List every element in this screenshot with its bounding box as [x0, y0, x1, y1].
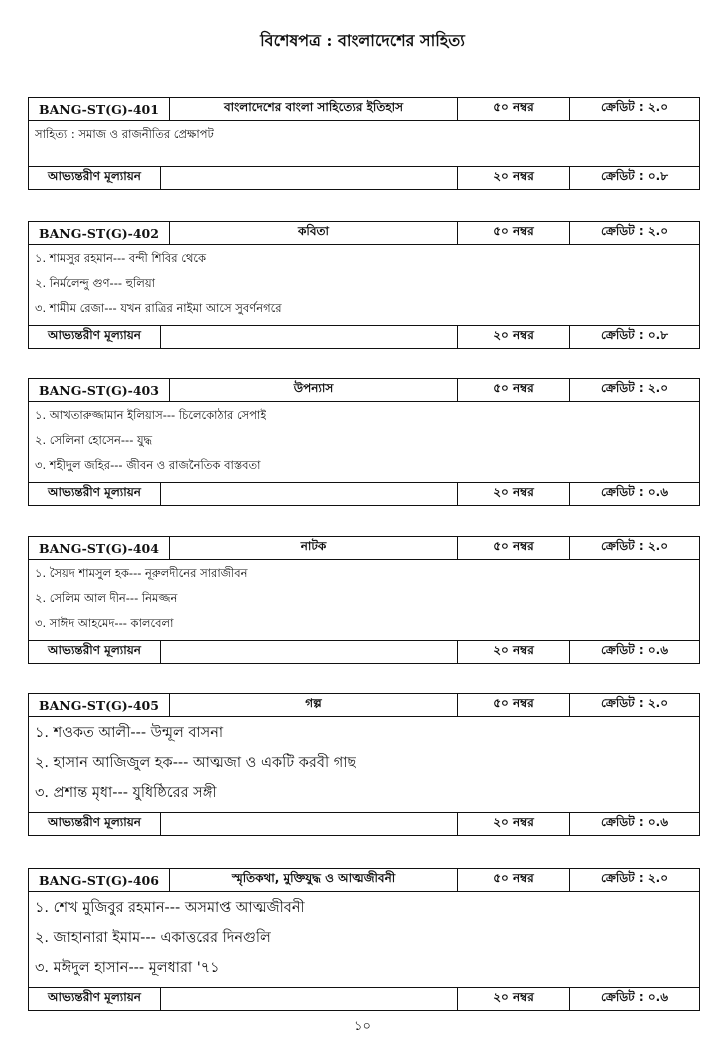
course-code: BANG-ST(G)-404	[29, 537, 170, 559]
reading-item: ৩. প্রশান্ত মৃধা--- যুধিষ্ঠিরের সঙ্গী	[35, 785, 217, 801]
internal-assessment-label: আভ্যন্তরীণ মূল্যায়ন	[29, 988, 161, 1010]
course-header-row	[29, 537, 699, 560]
course-marks: ৫০ নম্বর	[458, 379, 570, 401]
course-content	[29, 892, 311, 987]
reading-item: ২. হাসান আজিজুল হক--- আত্মজা ও একটি করবী গাছ	[35, 755, 357, 771]
internal-marks: ২০ নম্বর	[458, 813, 570, 835]
internal-assessment-row	[29, 326, 699, 348]
course-code: BANG-ST(G)-403	[29, 379, 170, 401]
internal-assessment-label: আভ্যন্তরীণ মূল্যায়ন	[29, 641, 161, 663]
course-code: BANG-ST(G)-401	[29, 98, 170, 120]
blank-cell	[161, 813, 458, 835]
reading-item: ১. শামসুর রহমান--- বন্দী শিবির থেকে	[35, 251, 207, 265]
course-credit: ক্রেডিট : ২.০	[600, 224, 669, 238]
reading-item: ১. সৈয়দ শামসুল হক--- নূরুলদীনের সারাজীবন	[35, 566, 248, 580]
course-content	[29, 717, 362, 812]
reading-item: ১. শেখ মুজিবুর রহমান--- অসমাপ্ত আত্মজীবনী	[35, 900, 305, 916]
internal-assessment-row	[29, 167, 699, 189]
course-code: BANG-ST(G)-406	[29, 869, 170, 891]
internal-marks: ২০ নম্বর	[458, 326, 570, 348]
internal-assessment-label: আভ্যন্তরীণ মূল্যায়ন	[29, 167, 161, 189]
reading-item: ১. শওকত আলী--- উন্মূল বাসনা	[35, 725, 224, 741]
blank-cell	[161, 988, 458, 1010]
internal-marks: ২০ নম্বর	[458, 167, 570, 189]
internal-assessment-label: আভ্যন্তরীণ মূল্যায়ন	[29, 326, 161, 348]
course-table-401	[28, 97, 700, 190]
course-title: বাংলাদেশের বাংলা সাহিত্যের ইতিহাস	[170, 98, 458, 120]
course-credit: ক্রেডিট : ২.০	[600, 696, 669, 710]
course-title: নাটক	[170, 537, 458, 559]
course-code: BANG-ST(G)-402	[29, 222, 170, 244]
course-title: স্মৃতিকথা, মুক্তিযুদ্ধ ও আত্মজীবনী	[170, 869, 458, 891]
internal-credit: ক্রেডিট : ০.৮	[600, 169, 668, 183]
reading-item: ২. সেলিম আল দীন--- নিমজ্জন	[35, 591, 178, 605]
course-marks: ৫০ নম্বর	[458, 537, 570, 559]
page-title: বিশেষপত্র : বাংলাদেশের সাহিত্য	[260, 31, 465, 50]
blank-cell	[161, 641, 458, 663]
reading-item: ৩. সাঈদ আহমেদ--- কালবেলা	[35, 616, 174, 630]
internal-credit: ক্রেডিট : ০.৬	[600, 485, 669, 499]
course-content-row	[29, 892, 699, 988]
course-content-row	[29, 717, 699, 813]
internal-marks: ২০ নম্বর	[458, 641, 570, 663]
course-credit: ক্রেডিট : ২.০	[600, 381, 669, 395]
course-header-row	[29, 222, 699, 245]
internal-credit: ক্রেডিট : ০.৬	[600, 990, 669, 1004]
reading-item: ২. জাহানারা ইমাম--- একাত্তরের দিনগুলি	[35, 930, 271, 946]
course-credit: ক্রেডিট : ২.০	[600, 871, 669, 885]
course-content	[29, 121, 220, 166]
course-header-row	[29, 379, 699, 402]
course-table-406	[28, 868, 700, 1011]
reading-item: ২. সেলিনা হোসেন--- যুদ্ধ	[35, 433, 153, 447]
course-marks: ৫০ নম্বর	[458, 98, 570, 120]
course-content-row	[29, 402, 699, 483]
course-content	[29, 560, 254, 640]
course-table-404	[28, 536, 700, 664]
reading-item: ১. আখতারুজ্জামান ইলিয়াস--- চিলেকোঠার সেপাই	[35, 408, 267, 422]
course-marks: ৫০ নম্বর	[458, 222, 570, 244]
internal-marks: ২০ নম্বর	[458, 483, 570, 505]
course-content	[29, 402, 272, 482]
reading-item: ২. নির্মলেন্দু গুণ--- হুলিয়া	[35, 276, 155, 290]
blank-cell	[161, 483, 458, 505]
course-table-402	[28, 221, 700, 349]
course-content-row	[29, 245, 699, 326]
page-number: ১০	[354, 1019, 371, 1034]
internal-credit: ক্রেডিট : ০.৬	[600, 815, 669, 829]
internal-marks: ২০ নম্বর	[458, 988, 570, 1010]
course-table-405	[28, 693, 700, 836]
blank-cell	[161, 326, 458, 348]
course-code: BANG-ST(G)-405	[29, 694, 170, 716]
internal-assessment-row	[29, 988, 699, 1010]
reading-item: ৩. মঈদুল হাসান--- মূলধারা '৭১	[35, 960, 220, 976]
internal-credit: ক্রেডিট : ০.৬	[600, 643, 669, 657]
reading-item: ৩. শামীম রেজা--- যখন রাত্রির নাইমা আসে সুবর্ণনগরে	[35, 301, 282, 315]
course-header-row	[29, 694, 699, 717]
course-table-403	[28, 378, 700, 506]
course-marks: ৫০ নম্বর	[458, 694, 570, 716]
course-content-row	[29, 121, 699, 167]
internal-assessment-row	[29, 813, 699, 835]
course-header-row	[29, 869, 699, 892]
course-marks: ৫০ নম্বর	[458, 869, 570, 891]
course-title: কবিতা	[170, 222, 458, 244]
internal-assessment-row	[29, 483, 699, 505]
blank-cell	[161, 167, 458, 189]
internal-credit: ক্রেডিট : ০.৮	[600, 328, 668, 342]
course-title: উপন্যাস	[170, 379, 458, 401]
course-title: গল্প	[170, 694, 458, 716]
course-content-row	[29, 560, 699, 641]
course-header-row	[29, 98, 699, 121]
course-credit: ক্রেডিট : ২.০	[600, 539, 669, 553]
reading-item: ৩. শহীদুল জহির--- জীবন ও রাজনৈতিক বাস্তবতা	[35, 458, 261, 472]
course-credit: ক্রেডিট : ২.০	[600, 100, 669, 114]
internal-assessment-label: আভ্যন্তরীণ মূল্যায়ন	[29, 483, 161, 505]
course-topic: সাহিত্য : সমাজ ও রাজনীতির প্রেক্ষাপট	[35, 127, 214, 141]
internal-assessment-label: আভ্যন্তরীণ মূল্যায়ন	[29, 813, 161, 835]
course-content	[29, 245, 288, 325]
internal-assessment-row	[29, 641, 699, 663]
